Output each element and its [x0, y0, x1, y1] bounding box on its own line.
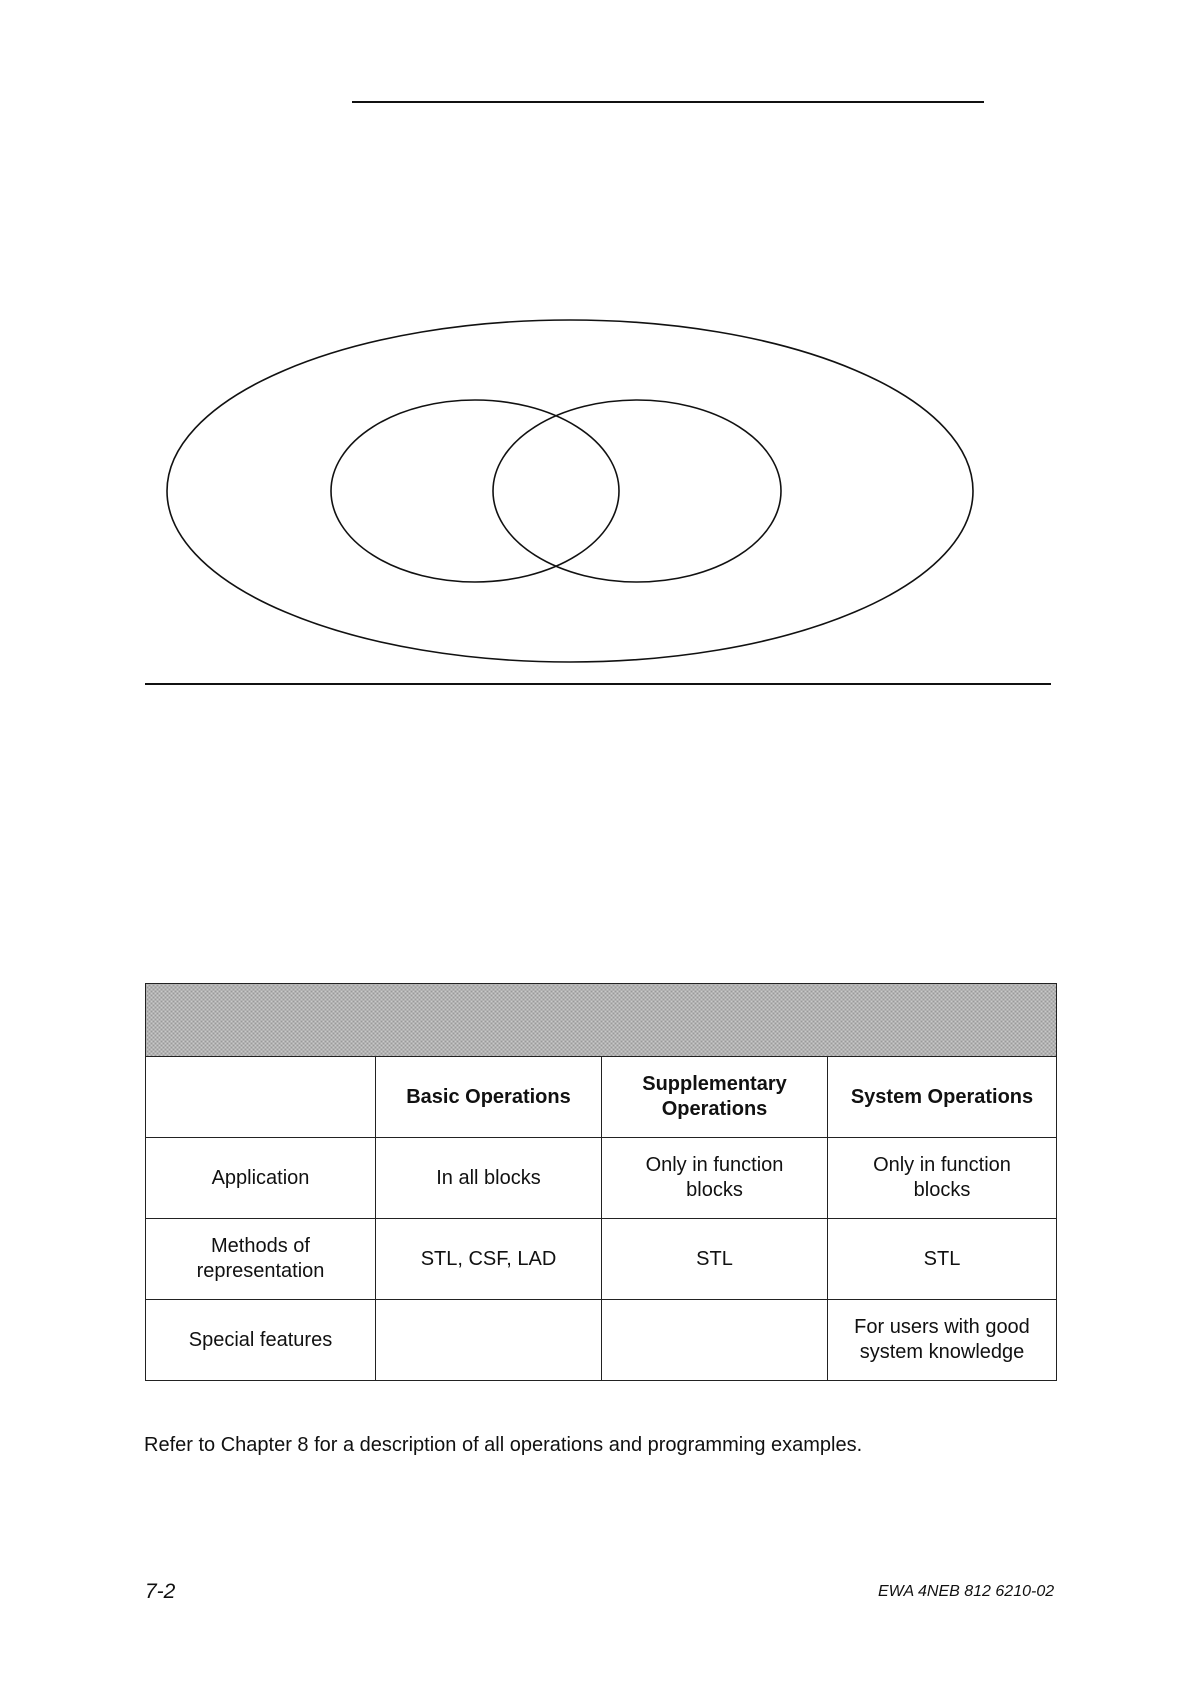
row-label-special-features: Special features [146, 1300, 376, 1381]
table-title-row [146, 984, 1057, 1057]
table-corner-cell [146, 1057, 376, 1138]
row-label-application: Application [146, 1138, 376, 1219]
table-title-cell [146, 984, 1057, 1057]
table-row [146, 1300, 1057, 1381]
table-cell: STL [828, 1219, 1057, 1300]
table-cell: In all blocks [376, 1138, 602, 1219]
figure-bottom-rule [145, 683, 1051, 685]
operations-comparison-table [145, 983, 1057, 1381]
header-system-operations: System Operations [828, 1057, 1057, 1138]
table-cell: STL [602, 1219, 828, 1300]
outer-ellipse [167, 320, 973, 662]
document-id: EWA 4NEB 812 6210-02 [878, 1583, 1055, 1600]
table-row [146, 1138, 1057, 1219]
operations-venn-diagram [160, 310, 990, 670]
row-label-methods: Methods of representation [146, 1219, 376, 1300]
page-number: 7-2 [145, 1580, 176, 1603]
table-row [146, 1219, 1057, 1300]
header-basic-operations: Basic Operations [376, 1057, 602, 1138]
table-cell: For users with good system knowledge [828, 1300, 1057, 1381]
top-heading-rule [352, 101, 984, 103]
table-cell: Only in function blocks [602, 1138, 828, 1219]
table-cell [602, 1300, 828, 1381]
chapter-reference-note: Refer to Chapter 8 for a description of all operations and programming examples. [144, 1434, 863, 1456]
right-inner-ellipse [493, 400, 781, 582]
left-inner-ellipse [331, 400, 619, 582]
header-supplementary-operations: Supplementary Operations [602, 1057, 828, 1138]
table-header-row [146, 1057, 1057, 1138]
table-cell: STL, CSF, LAD [376, 1219, 602, 1300]
table-cell [376, 1300, 602, 1381]
table-cell: Only in function blocks [828, 1138, 1057, 1219]
